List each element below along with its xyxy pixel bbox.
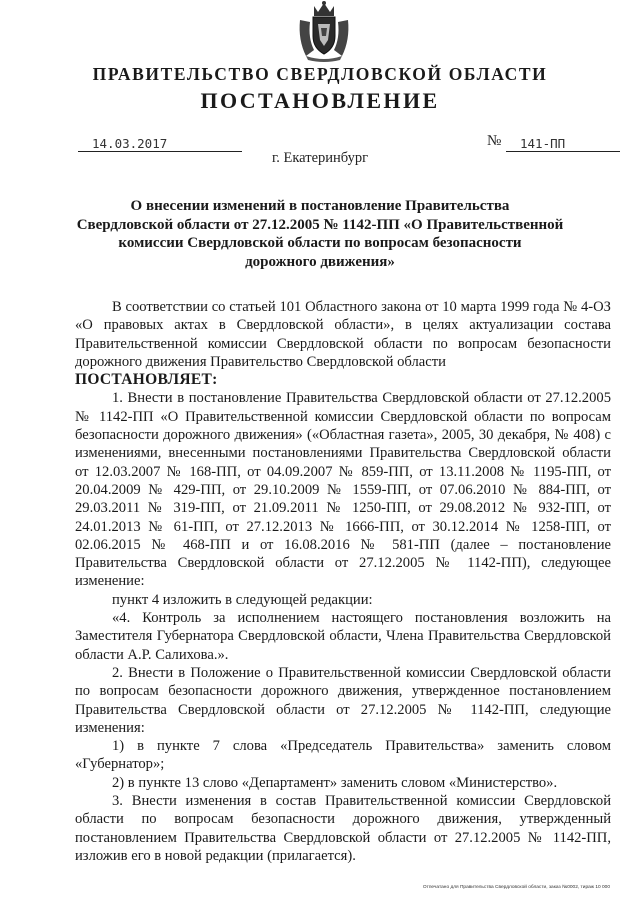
document-type: ПОСТАНОВЛЕНИЕ — [200, 88, 440, 113]
coat-of-arms-icon — [296, 0, 352, 62]
title-line: комиссии Свердловской области по вопросам безопасности — [118, 235, 522, 252]
item-1-sub-paragraph: пункт 4 изложить в следующей редакции: — [112, 591, 373, 608]
title-line: Свердловской области от 27.12.2005 № 1142-ПП «О Правительственной — [76, 216, 564, 233]
print-footer: Отпечатано для Правительства Свердловской области, заказ №0002, тираж 10 000 — [422, 885, 610, 890]
document-date: 14.03.2017 — [78, 136, 242, 152]
title-line: О внесении изменений в постановление Правительства — [130, 198, 510, 214]
item-3-paragraph: 3. Внести изменения в состав Правительственной комиссии Свердловской области по вопросам безопасности дорожного движения, утвержденный постановлением Правительства Свердловской области от 27.12.2005 № 1142-ПП, изложив его в новой редакции (прилагается). — [75, 793, 611, 864]
title-line: дорожного движения» — [245, 253, 395, 270]
preamble-paragraph: В соответствии со статьей 101 Областного закона от 10 марта 1999 года № 4-ОЗ «О правовых актах в Свердловской области», в целях актуализации состава Правительственной комиссии Свердловской области по вопросам безопасности дорожного движения Правительство Свердловской области — [75, 299, 611, 370]
postanovlyaet-heading: ПОСТАНОВЛЯЕТ: — [75, 371, 218, 389]
document-body — [75, 298, 611, 865]
document-city: г. Екатеринбург — [271, 150, 369, 166]
item-2-paragraph: 2. Внести в Положение о Правительственной комиссии Свердловской области по вопросам безопасности дорожного движения, утвержденное постановлением Правительства Свердловской области от 27.12.2005 № 1142-ПП, следующие изменения: — [75, 664, 611, 736]
item-1-quote-paragraph: «4. Контроль за исполнением настоящего постановления возложить на Заместителя Губернатора Свердловской области, Члена Правительства Свердловской области А.Р. Салихова.». — [75, 610, 611, 663]
item-2-2-paragraph: 2) в пункте 13 слово «Департамент» заменить словом «Министерство». — [112, 774, 558, 791]
document-number: 141-ПП — [506, 136, 620, 152]
document-number-label: № — [487, 133, 502, 149]
item-2-1-paragraph: 1) в пункте 7 слова «Председатель Правительства» заменить словом «Губернатор»; — [75, 738, 611, 773]
item-1-paragraph: 1. Внести в постановление Правительства Свердловской области от 27.12.2005 № 1142-ПП «О Правительственной комиссии Свердловской области по вопросам безопасности дорожного движения» («Областная газета», 2005, 30 декабря, № 408) с изменениями, внесенными постановлениями Правительства Свердловской области от 12.03.2007 № 168-ПП, от 04.09.2007 № 859-ПП, от 13.11.2008 № 1195-ПП, от 20.04.2009 № 429-ПП, от 29.10.2009 № 1559-ПП, от 07.06.2010 № 884-ПП, от 29.03.2011 № 319-ПП, от 21.09.2011 № 1250-ПП, от 29.08.2012 № 932-ПП, от 24.01.2013 № 61-ПП, от 27.12.2013 № 1666-ПП, от 30.12.2014 № 1258-ПП, от 02.06.2015 № 468-ПП и от 16.08.2016 № 581-ПП (далее – постановление Правительства Свердловской области от 27.12.2005 № 1142-ПП), следующее изменение: — [75, 390, 611, 590]
document-title — [0, 197, 640, 271]
organization-name: ПРАВИТЕЛЬСТВО СВЕРДЛОВСКОЙ ОБЛАСТИ — [92, 64, 548, 84]
